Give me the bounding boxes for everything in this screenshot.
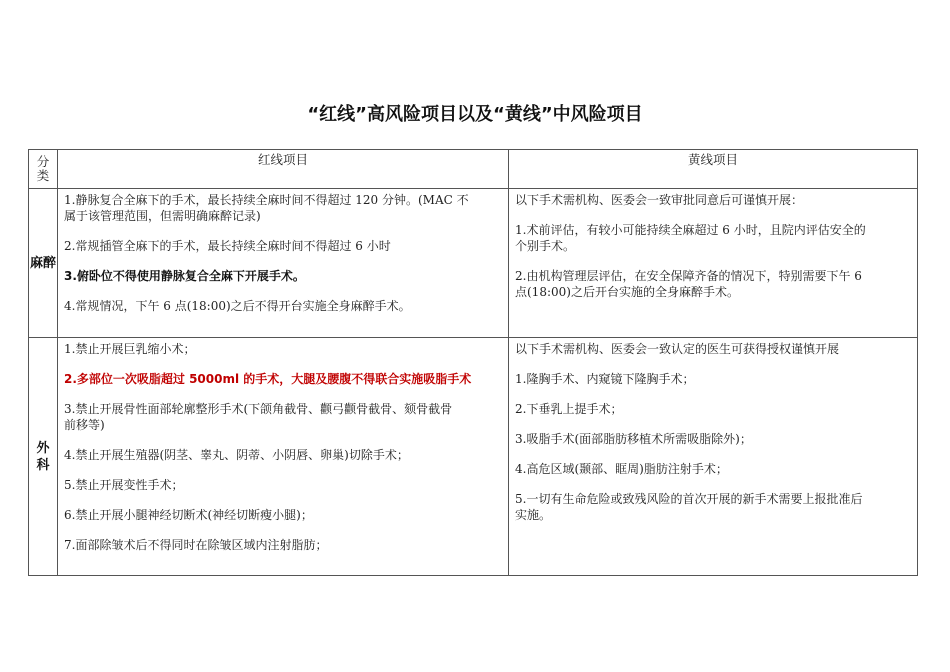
category-anesthesia: 麻醉	[29, 189, 58, 338]
list-item: 1.静脉复合全麻下的手术，最长持续全麻时间不得超过 120 分钟。(MAC 不	[64, 193, 469, 207]
list-item: 属于该管理范围，但需明确麻醉记录)	[64, 209, 261, 223]
list-item: 2.多部位一次吸脂超过 5000ml 的手术，大腿及腰腹不得联合实施吸脂手术	[64, 372, 472, 386]
list-item: 6.禁止开展小腿神经切断术(神经切断瘦小腿)；	[64, 508, 313, 522]
category-surgery-line1: 外	[36, 440, 50, 456]
list-item: 点(18:00)之后开台实施的全身麻醉手术。	[515, 285, 739, 299]
list-item: 3.禁止开展骨性面部轮廓整形手术(下颌角截骨、颧弓颧骨截骨、颏骨截骨	[64, 402, 453, 416]
header-category-line1: 分	[36, 154, 50, 169]
header-category-line2: 类	[36, 168, 50, 183]
header-red-line: 红线项目	[58, 150, 509, 189]
list-item: 2.由机构管理层评估，在安全保障齐备的情况下，特别需要下午 6	[515, 269, 862, 283]
list-item: 4.禁止开展生殖器(阴茎、睾丸、阴蒂、小阴唇、卵巢)切除手术；	[64, 448, 409, 462]
header-category	[29, 150, 58, 189]
list-item: 4.高危区域(颞部、眶周)脂肪注射手术；	[515, 462, 728, 476]
table-header-row	[29, 150, 918, 189]
list-item: 实施。	[515, 508, 552, 522]
list-item: 5.禁止开展变性手术；	[64, 478, 184, 492]
list-item: 前移等)	[64, 418, 105, 432]
list-item: 1.禁止开展巨乳缩小术；	[64, 342, 196, 356]
list-item: 4.常规情况，下午 6 点(18:00)之后不得开台实施全身麻醉手术。	[64, 299, 411, 313]
table-row-anesthesia	[29, 189, 918, 338]
list-item: 1.隆胸手术、内窥镜下隆胸手术；	[515, 372, 695, 386]
list-item: 2.常规插管全麻下的手术，最长持续全麻时间不得超过 6 小时	[64, 239, 391, 253]
list-item: 3.俯卧位不得使用静脉复合全麻下开展手术。	[64, 269, 305, 283]
category-surgery	[29, 338, 58, 576]
list-item: 5.一切有生命危险或致残风险的首次开展的新手术需要上报批准后	[515, 492, 863, 506]
category-surgery-line2: 科	[36, 457, 50, 473]
red-cell-anesthesia	[58, 189, 509, 338]
list-item: 以下手术需机构、医委会一致认定的医生可获得授权谨慎开展	[515, 342, 840, 356]
list-item: 7.面部除皱术后不得同时在除皱区域内注射脂肪；	[64, 538, 328, 552]
list-item: 2.下垂乳上提手术；	[515, 402, 623, 416]
risk-table	[28, 149, 918, 576]
list-item: 以下手术需机构、医委会一致审批同意后可谨慎开展：	[515, 193, 804, 207]
red-cell-surgery	[58, 338, 509, 576]
page-title: “红线”高风险项目以及“黄线”中风险项目	[307, 104, 643, 125]
list-item: 1.术前评估，有较小可能持续全麻超过 6 小时，且院内评估安全的	[515, 223, 866, 237]
header-yellow-line: 黄线项目	[509, 150, 918, 189]
yellow-cell-anesthesia	[509, 189, 918, 338]
table-row-surgery	[29, 338, 918, 576]
list-item: 3.吸脂手术(面部脂肪移植术所需吸脂除外)；	[515, 432, 752, 446]
yellow-cell-surgery	[509, 338, 918, 576]
list-item: 个别手术。	[515, 239, 576, 253]
